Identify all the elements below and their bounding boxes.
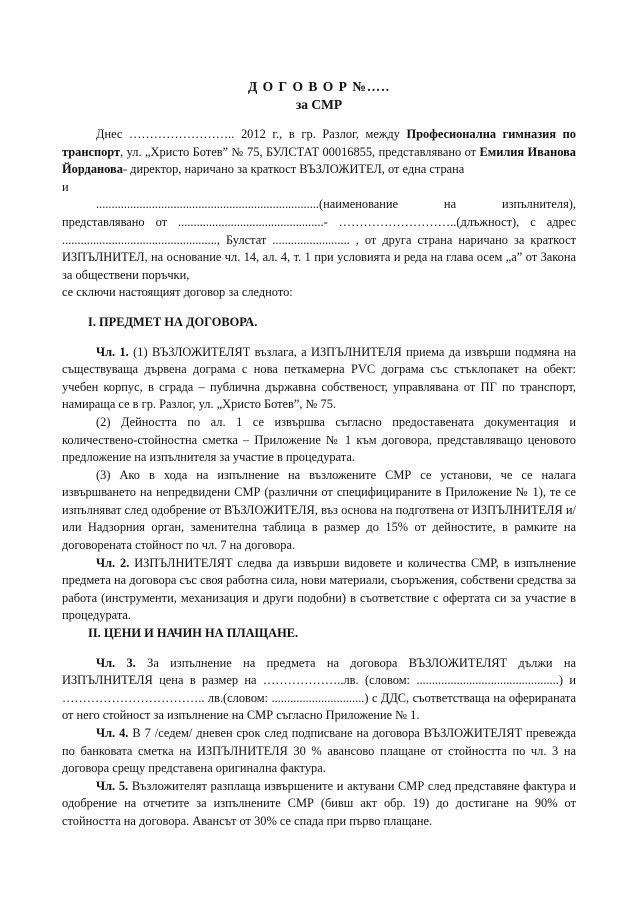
intro-text-address: , ул. „Христо Ботев” № 75, БУЛСТАТ 00016855, представлявано от: [120, 144, 480, 159]
article-4-label: Чл. 4.: [96, 726, 129, 740]
article-3-text: За изпълнение на предмета на договора ВЪЗЛОЖИТЕЛЯТ дължи на ИЗПЪЛНИТЕЛЯ цена в размер на ………………..лв. (словом: ..............................................) и …………………………….. лв.(словом: ..............................) с ДДС, съответстваща на оферираната от него стойност за изпълнение на СМР съгласно Приложение № 1.: [62, 655, 576, 723]
article-1-paragraph-2: (2) Дейността по ал. 1 се извършва съгласно предоставената документация и количествено-стойностна сметка – Приложение № 1 към договора, представляващо ценовото предложение на изпълнителя за участие в процедурата.: [62, 414, 576, 465]
article-5-label: Чл. 5.: [96, 778, 129, 793]
director-name: Емилия Иванова Йорданова: [62, 144, 576, 177]
contracting-authority-name: Професионална гимназия по транспорт: [62, 127, 576, 159]
article-1-paragraph-1: [62, 344, 576, 414]
article-1-paragraph-3: (3) Ако в хода на изпълнение на възложените СМР се установи, че се налага извършването на непредвидени СМР (различни от специфицираните в Приложение № 1), те се изпълняват след одобрение от ВЪЗЛОЖИТЕЛЯ, въз основа на подготвена от ИЗПЪЛНИТЕЛЯ и/или Надзорния орган, заменителна таблица в размер до 15% от дейностите, в рамките на договорената стойност по чл. 7 на договора.: [62, 467, 576, 553]
intro-text-role: - директор, наричано за краткост ВЪЗЛОЖИТЕЛ, от една страна: [122, 162, 465, 177]
intro-and: и: [62, 179, 69, 194]
article-4: [62, 725, 576, 778]
article-4-text: В 7 /седем/ дневен срок след подписване на договора ВЪЗЛОЖИТЕЛЯТ превежда по банковата сметка на ИЗПЪЛНИТЕЛЯ 30 % авансово плащане от стойността по чл. 3 на договора срещу представена оригинална фактура.: [62, 726, 576, 776]
section-heading-prices: II. ЦЕНИ И НАЧИН НА ПЛАЩАНЕ.: [88, 626, 299, 641]
article-1-label: Чл. 1.: [96, 344, 129, 359]
article-1-text-1: (1) ВЪЗЛОЖИТЕЛЯТ възлага, а ИЗПЪЛНИТЕЛЯ приема да извърши подмяна на съществуваща дървена дограма с нова петкамерна PVC дограма със стъклопакет на обект: учебен корпус, в сграда – публична държавна собственост, управлявана от ПГ по транспорт, намираща се в гр. Разлог, ул. „Христо Ботев”, № 75.: [62, 344, 576, 412]
article-5-text: Възложителят разплаща извършените и актувани СМР след представяне фактура и одобрение на отчетите за изпълнените СМР (бивш акт обр. 19) до достигане на 90% от стойността на договора. Авансът от 30% се спада при първо плащане.: [62, 778, 576, 828]
document-subtitle: за СМР: [295, 97, 343, 112]
intro-paragraph-contractor: ........................................................................(наименование на изпълнителя), представлявано от ...............................................- ………………………..(длъжност), с адрес .................................................., Булстат ......................... , от друга страна наричано за краткост ИЗПЪЛНИТЕЛ, на основание чл. 14, ал. 4, т. 1 при условията и реда на глава осем „а” от Закона за обществени поръчки,: [62, 197, 576, 282]
article-3: [62, 655, 576, 725]
article-2-label: Чл. 2.: [96, 555, 130, 570]
section-heading-subject: I. ПРЕДМЕТ НА ДОГОВОРА.: [88, 314, 258, 329]
article-5: [62, 778, 576, 831]
document-title: Д О Г О В О Р №…..: [247, 79, 391, 94]
intro-paragraph-parties: [62, 126, 576, 179]
intro-text-date: Днес …………………….. 2012 г., в гр. Разлог, между: [96, 127, 407, 141]
intro-closing: се сключи настоящият договор за следното:: [62, 285, 293, 300]
article-2-text: ИЗПЪЛНИТЕЛЯТ следва да извърши видовете и количества СМР, в изпълнение предмета на договора със своя работна сила, нови материали, съоръжения, собствени средства за работа (инструменти, механизация и други подобни) в съответствие с офертата си за участие в процедурата.: [62, 555, 576, 623]
article-3-label: Чл. 3.: [96, 655, 136, 670]
article-2: [62, 555, 576, 625]
